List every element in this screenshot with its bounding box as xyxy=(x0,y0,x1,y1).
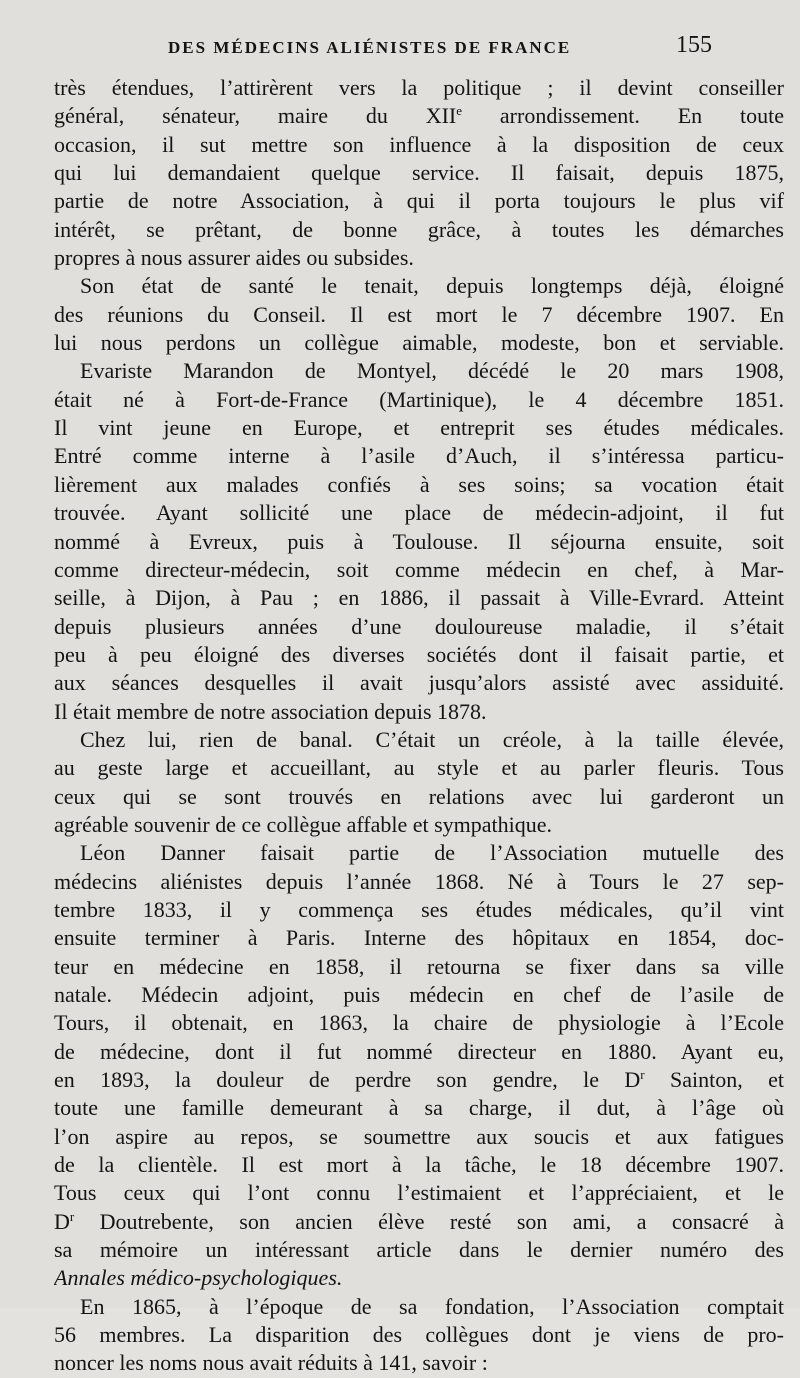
running-head xyxy=(0,32,800,68)
text-line: au geste large et accueillant, au style et au parler fleuris. Tous xyxy=(54,755,784,781)
text-line: ensuite terminer à Paris. Interne des hôpitaux en 1854, doc- xyxy=(54,925,784,951)
text-fragment: général, sénateur, maire du XII xyxy=(54,103,457,129)
superscript: e xyxy=(456,103,463,119)
text-line: trouvée. Ayant sollicité une place de médecin-adjoint, il fut xyxy=(54,500,784,526)
text-line: toute une famille demeurant à sa charge, il dut, à l’âge où xyxy=(54,1095,784,1121)
text-line: Tours, il obtenait, en 1863, la chaire de physiologie à l’Ecole xyxy=(54,1010,784,1036)
page-number: 155 xyxy=(676,32,712,58)
text-line: lui nous perdons un collègue aimable, modeste, bon et serviable. xyxy=(54,330,784,356)
text-line: propres à nous assurer aides ou subsides. xyxy=(54,245,414,271)
text-line: Il vint jeune en Europe, et entreprit ses études médicales. xyxy=(54,415,784,441)
text-line: était né à Fort-de-France (Martinique), le 4 décembre 1851. xyxy=(54,386,784,412)
text-line: tembre 1833, il y commença ses études médicales, qu’il vint xyxy=(54,896,784,922)
text-fragment: Doutrebente, son ancien élève resté son ami, a consacré à xyxy=(74,1208,784,1234)
text-line xyxy=(54,1208,784,1236)
text-line: ceux qui se sont trouvés en relations avec lui garderont un xyxy=(54,783,784,809)
text-line xyxy=(54,1066,784,1094)
text-line: peu à peu éloigné des diverses sociétés dont il faisait partie, et xyxy=(54,641,784,667)
text-line: occasion, il sut mettre son influence à la disposition de ceux xyxy=(54,131,784,157)
text-line: des réunions du Conseil. Il est mort le 7 décembre 1907. En xyxy=(54,301,784,327)
text-line: comme directeur-médecin, soit comme médecin en chef, à Mar- xyxy=(54,556,784,582)
text-line: Il était membre de notre association depuis 1878. xyxy=(54,698,487,724)
text-line: 56 membres. La disparition des collègues dont je viens de pro- xyxy=(54,1322,784,1348)
text-line: Tous ceux qui l’ont connu l’estimaient et l’appréciaient, et le xyxy=(54,1180,784,1206)
text-line: qui lui demandaient quelque service. Il faisait, depuis 1875, xyxy=(54,160,784,186)
text-line: l’on aspire au repos, se soumettre aux soucis et aux fatigues xyxy=(54,1123,784,1149)
text-line: sa mémoire un intéressant article dans le dernier numéro des xyxy=(54,1237,784,1263)
text-line: Léon Danner faisait partie de l’Association mutuelle des xyxy=(80,840,784,866)
text-line: nommé à Evreux, puis à Toulouse. Il séjourna ensuite, soit xyxy=(54,528,784,554)
text-line: agréable souvenir de ce collègue affable et sympathique. xyxy=(54,811,553,837)
text-line: partie de notre Association, à qui il porta toujours le plus vif xyxy=(54,188,784,214)
text-fragment: arrondissement. En toute xyxy=(462,103,784,129)
text-fragment: Sainton, et xyxy=(644,1067,784,1093)
superscript: r xyxy=(640,1067,645,1083)
text-line: très étendues, l’attirèrent vers la politique ; il devint conseiller xyxy=(54,75,784,100)
body-text xyxy=(54,74,784,1378)
text-line: natale. Médecin adjoint, puis médecin en chef de l’asile de xyxy=(54,982,784,1007)
text-line xyxy=(54,1264,784,1292)
text-line: de la clientèle. Il est mort à la tâche, le 18 décembre 1907. xyxy=(54,1152,784,1178)
superscript: r xyxy=(69,1208,75,1224)
text-line: Evariste Marandon de Montyel, décédé le 20 mars 1908, xyxy=(80,358,784,384)
text-line: lièrement aux malades confiés à ses soins; sa vocation était xyxy=(54,471,784,497)
text-line xyxy=(54,102,784,130)
text-line: aux séances desquelles il avait jusqu’alors assisté avec assiduité. xyxy=(54,670,784,696)
text-line: Son état de santé le tenait, depuis longtemps déjà, éloigné xyxy=(80,273,784,299)
text-line: depuis plusieurs années d’une douloureuse maladie, il s’était xyxy=(54,613,784,639)
text-fragment: en 1893, la douleur de perdre son gendre, le D xyxy=(54,1067,641,1093)
running-title: DES MÉDECINS ALIÉNISTES DE FRANCE xyxy=(168,38,572,57)
text-line: médecins aliénistes depuis l’année 1868. Né à Tours le 27 sep- xyxy=(54,868,784,894)
text-line: intérêt, se prêtant, de bonne grâce, à toutes les démarches xyxy=(54,216,784,242)
text-line: teur en médecine en 1858, il retourna se fixer dans sa ville xyxy=(54,953,784,979)
text-line: seille, à Dijon, à Pau ; en 1886, il passait à Ville-Evrard. Atteint xyxy=(54,585,784,611)
text-line: de médecine, dont il fut nommé directeur en 1880. Ayant eu, xyxy=(54,1038,784,1064)
text-line: Chez lui, rien de banal. C’était un créole, à la taille élevée, xyxy=(80,726,784,752)
text-fragment: D xyxy=(54,1208,70,1234)
text-line: En 1865, à l’époque de sa fondation, l’Association comptait xyxy=(80,1293,784,1319)
text-line: noncer les noms nous avait réduits à 141, savoir : xyxy=(54,1350,488,1376)
text-line: Entré comme interne à l’asile d’Auch, il s’intéressa particu- xyxy=(54,443,784,469)
journal-title: Annales médico-psychologiques. xyxy=(54,1265,343,1291)
